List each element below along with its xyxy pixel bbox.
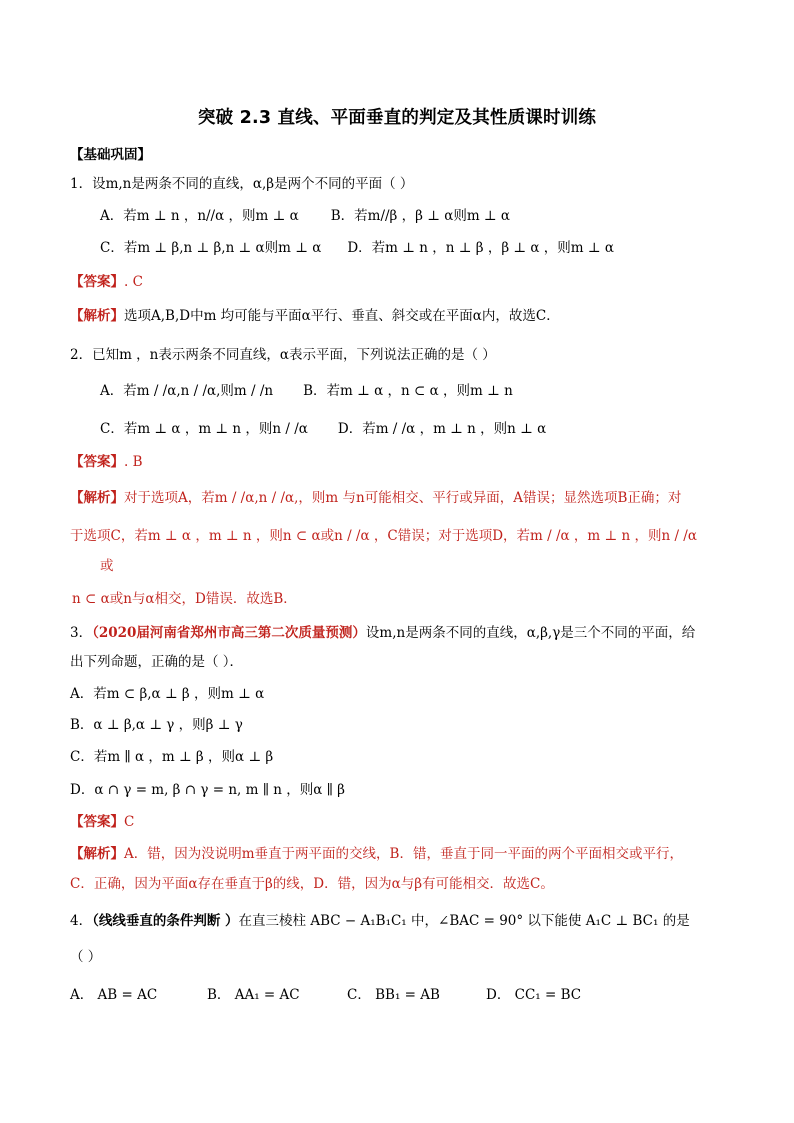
q4-number: 4． [70, 913, 93, 929]
q2-option-a: A．若m / /α,n / /α,则m / /n [100, 383, 274, 399]
q2-analysis-line3: 或 [100, 558, 114, 574]
q3-answer [70, 812, 134, 832]
q2-answer [70, 452, 143, 472]
q2-analysis-line1 [70, 488, 681, 508]
q3-stem-line2: 出下列命题，正确的是（ ）． [70, 654, 244, 670]
q1-option-b: B．若m//β ，β ⊥ α则m ⊥ α [330, 208, 511, 224]
q1-analysis-text: 选项A,B,D中m 均可能与平面α平行、垂直、斜交或在平面α内，故选C． [124, 308, 560, 324]
q2-option-c: C．若m ⊥ α ，m ⊥ n ，则n / /α [100, 421, 308, 437]
q1-answer-label: 【答案】 [70, 274, 124, 290]
q1-analysis-label: 【解析】 [70, 308, 124, 324]
q2-analysis-label: 【解析】 [70, 490, 124, 506]
q2-stem: 2．已知m ，n表示两条不同直线，α表示平面，下列说法正确的是（ ） [70, 347, 496, 363]
q1-stem: 1．设m,n是两条不同的直线，α,β是两个不同的平面（ ） [70, 176, 414, 192]
q4-option-a: A． AB = AC [70, 987, 158, 1003]
q1-options-row1 [100, 206, 510, 226]
q1-answer-value: . C [124, 274, 143, 290]
q3-analysis-line2: C．正确，因为平面α存在垂直于β的线，D．错，因为α与β有可能相交．故选C。 [70, 876, 554, 892]
q3-analysis-text1: A．错，因为没说明m垂直于两平面的交线，B．错，垂直于同一平面的两个平面相交或平行， [124, 846, 683, 862]
q4-option-d: D． CC₁ = BC [486, 987, 582, 1003]
q4-stem-text1: 在直三棱柱 ABC − A₁B₁C₁ 中，∠BAC = 90° 以下能使 A₁C ⊥ BC₁ 的是 [238, 913, 690, 929]
q4-stem-line2: （ ） [70, 949, 102, 965]
q4-option-c: C． BB₁ = AB [347, 987, 440, 1003]
q4-source: （线线垂直的条件判断 ） [92, 913, 239, 929]
q1-option-d: D．若m ⊥ n ，n ⊥ β ，β ⊥ α ，则m ⊥ α [347, 240, 615, 256]
q2-option-d: D．若m / /α ，m ⊥ n ，则n ⊥ α [337, 421, 547, 437]
q4-stem-line1 [70, 911, 690, 931]
q3-stem-line1 [70, 623, 695, 643]
q2-analysis-line2: 于选项C，若m ⊥ α ，m ⊥ n ，则n ⊂ α或n / /α ，C错误；对于选项D，若m / /α ，m ⊥ n ，则n / /α [70, 528, 697, 544]
q3-source: （2020届河南省郑州市高三第二次质量预测） [92, 625, 366, 641]
section-heading: 【基础巩固】 [70, 147, 151, 163]
q3-answer-label: 【答案】 [70, 814, 124, 830]
q1-option-a: A．若m ⊥ n ，n//α ，则m ⊥ α [100, 208, 299, 224]
q3-number: 3． [70, 625, 93, 641]
q3-answer-value: C [124, 814, 135, 830]
q2-analysis-text1: 对于选项A，若m / /α,n / /α,，则m 与n可能相交、平行或异面，A错误；显然选项B正确；对 [124, 490, 682, 506]
q4-option-b: B． AA₁ = AC [207, 987, 300, 1003]
q2-option-b: B．若m ⊥ α ，n ⊂ α ，则m ⊥ n [303, 383, 513, 399]
q3-analysis-label: 【解析】 [70, 846, 124, 862]
q3-option-a: A．若m ⊂ β,α ⊥ β ，则m ⊥ α [70, 686, 265, 702]
q2-options-row2 [100, 419, 546, 439]
page-title: 突破 2.3 直线、平面垂直的判定及其性质课时训练 [197, 108, 597, 128]
q3-option-b: B．α ⊥ β,α ⊥ γ ，则β ⊥ γ [70, 717, 243, 733]
q3-option-c: C．若m ∥ α ，m ⊥ β ，则α ⊥ β [70, 749, 274, 765]
q2-options-row1 [100, 381, 513, 401]
q1-option-c: C．若m ⊥ β,n ⊥ β,n ⊥ α则m ⊥ α [100, 240, 322, 256]
q2-analysis-line4: n ⊂ α或n与α相交，D错误．故选B． [72, 591, 297, 607]
q2-answer-label: 【答案】 [70, 454, 124, 470]
q2-answer-value: . B [124, 454, 143, 470]
q3-option-d: D．α ∩ γ = m, β ∩ γ = n, m ∥ n ，则α ∥ β [70, 782, 345, 798]
q3-stem-text1: 设m,n是两条不同的直线，α,β,γ是三个不同的平面，给 [365, 625, 696, 641]
q1-options-row2 [100, 238, 614, 258]
q3-analysis-line1 [70, 844, 683, 864]
q1-answer [70, 272, 143, 292]
q1-analysis [70, 306, 560, 326]
